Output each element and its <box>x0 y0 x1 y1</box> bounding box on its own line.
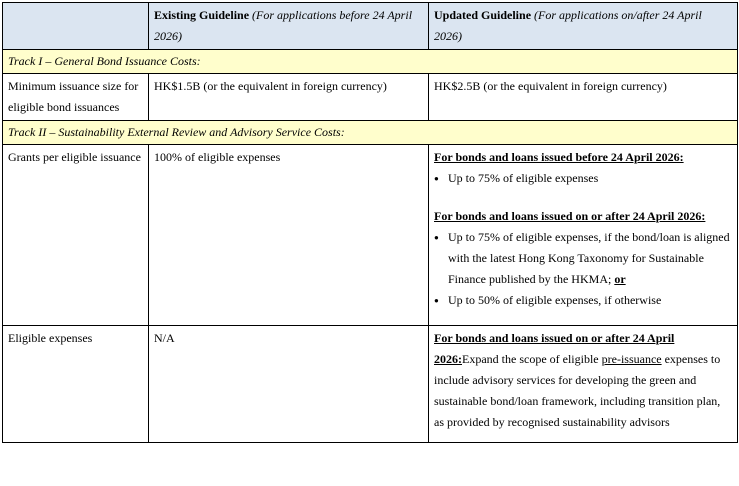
header-empty-cell <box>3 3 149 50</box>
table-row-eligible-expenses <box>3 326 738 443</box>
grants-heading-after: For bonds and loans issued on or after 24 April 2026: <box>434 209 706 223</box>
expenses-heading: For bonds and loans issued on or after 24 April 2026: <box>434 331 675 366</box>
track-2-title: Track II – Sustainability External Review and Advisory Service Costs: <box>3 121 738 145</box>
existing-grants: 100% of eligible expenses <box>149 145 429 326</box>
or-conjunction: or <box>614 272 626 286</box>
row-label-grants: Grants per eligible issuance <box>3 145 149 326</box>
track-1-title: Track I – General Bond Issuance Costs: <box>3 50 738 74</box>
existing-eligible-expenses: N/A <box>149 326 429 443</box>
existing-guideline-subtitle: (For applications before 24 April 2026) <box>154 8 413 43</box>
updated-guideline-subtitle: (For applications on/after 24 April 2026) <box>434 8 702 43</box>
updated-guideline-title: Updated Guideline <box>434 8 532 22</box>
header-existing-guideline <box>149 3 429 50</box>
list-item <box>448 227 731 290</box>
table-row-minimum-issuance <box>3 74 738 121</box>
table-row-grants <box>3 145 738 326</box>
grants-list-before <box>434 168 731 189</box>
grants-heading-before: For bonds and loans issued before 24 April 2026: <box>434 150 684 164</box>
expenses-text-post: expenses to include advisory services for developing the green and sustainable bond/loan framework, including transition plan, as provided by recognised sustainability advisors <box>434 352 721 429</box>
track-2-row <box>3 121 738 145</box>
list-item <box>448 290 731 311</box>
row-label-minimum-issuance: Minimum issuance size for eligible bond issuances <box>3 74 149 121</box>
expenses-text-pre: Expand the scope of eligible <box>462 352 602 366</box>
track-1-row <box>3 50 738 74</box>
existing-guideline-title: Existing Guideline <box>154 8 250 22</box>
updated-grants <box>429 145 738 326</box>
list-item <box>448 168 731 189</box>
bullet-text: Up to 75% of eligible expenses <box>448 171 599 185</box>
table-header-row <box>3 3 738 50</box>
updated-eligible-expenses <box>429 326 738 443</box>
existing-minimum-issuance: HK$1.5B (or the equivalent in foreign currency) <box>149 74 429 121</box>
expenses-text-underlined: pre-issuance <box>601 352 662 366</box>
updated-minimum-issuance: HK$2.5B (or the equivalent in foreign currency) <box>429 74 738 121</box>
header-updated-guideline <box>429 3 738 50</box>
row-label-eligible-expenses: Eligible expenses <box>3 326 149 443</box>
guideline-comparison-table <box>2 2 738 443</box>
bullet-text: Up to 75% of eligible expenses, if the bond/loan is aligned with the latest Hong Kong Taxonomy for Sustainable Finance published by the HKMA; <box>448 230 730 286</box>
grants-list-after <box>434 227 731 311</box>
bullet-text: Up to 50% of eligible expenses, if otherwise <box>448 293 662 307</box>
